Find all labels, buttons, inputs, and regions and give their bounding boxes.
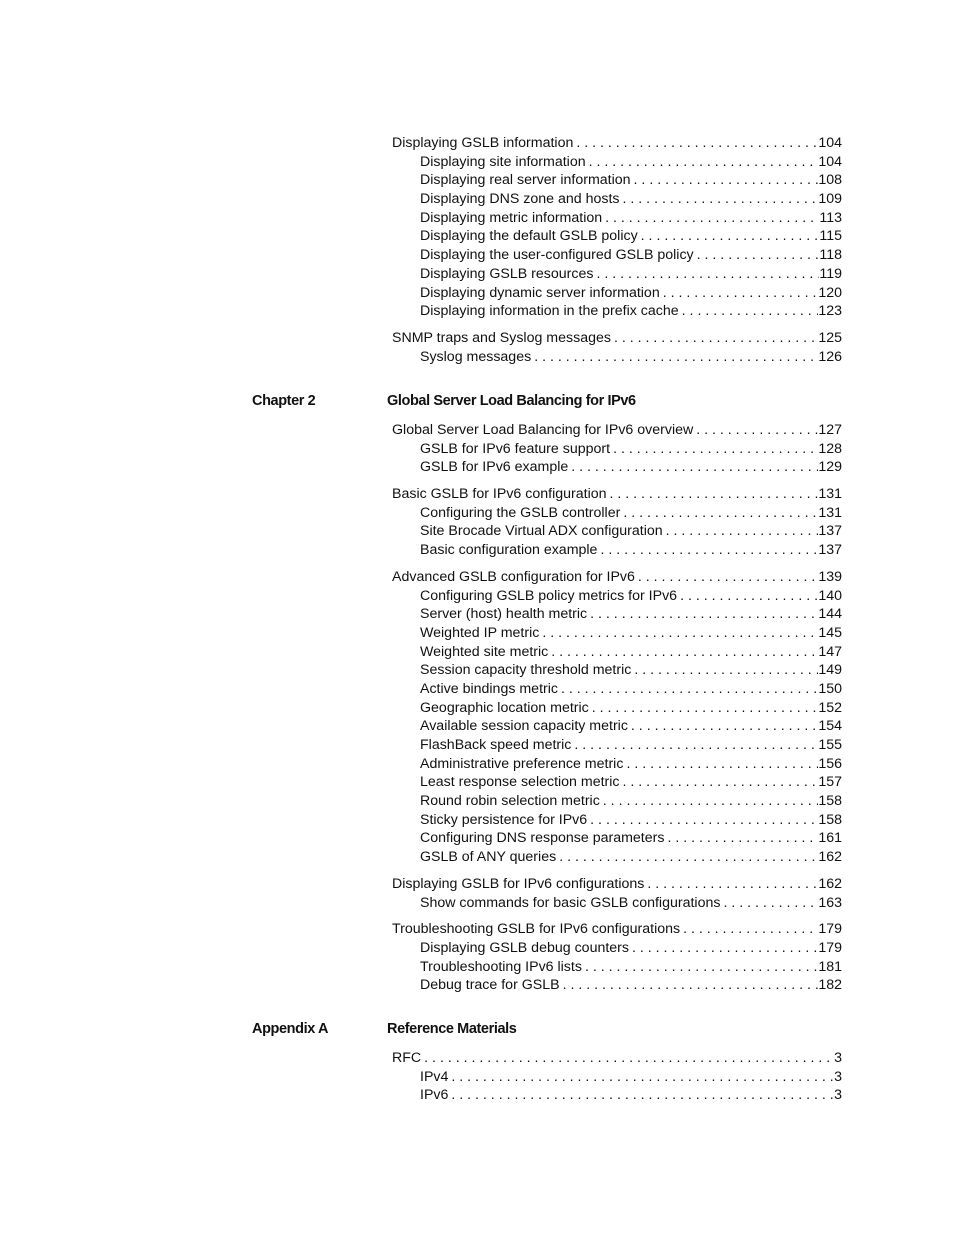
toc-leader-row [420,440,842,459]
toc-entry-title: Debug trace for GSLB [420,977,560,994]
toc-page-number: 150 [818,680,842,697]
dot-leader [539,624,818,643]
dot-leader [597,541,818,560]
toc-page-number: 147 [818,643,842,660]
toc-page-number: 144 [818,606,842,623]
toc-leader-row [420,302,842,321]
toc-page-number: 155 [818,737,842,753]
chapter-label: Chapter 2 [252,393,316,409]
toc-page-number: 149 [818,662,842,679]
toc-leader-row [392,134,842,153]
toc-entry-section[interactable] [0,134,954,153]
toc-page-number: 131 [818,486,842,503]
dot-leader [660,284,819,303]
toc-entry-title: Displaying GSLB debug counters [420,939,629,956]
toc-entry-title: Global Server Load Balancing for IPv6 overview [392,422,694,438]
dot-leader [586,153,819,172]
dot-leader [568,458,818,477]
toc-leader-row [420,190,842,209]
toc-leader-row [420,246,842,265]
toc-page-number: 3 [834,1050,842,1066]
toc-entry-subsection[interactable] [0,190,954,209]
dot-leader [587,605,818,624]
toc-page-number: 158 [818,793,842,810]
dot-leader [531,348,818,367]
toc-page-number: 140 [818,587,842,604]
toc-page-number: 125 [818,329,842,346]
toc-entry-section[interactable] [0,421,954,440]
toc-page-number: 152 [818,699,842,716]
toc-page-number: 139 [818,568,842,585]
toc-entry-title: Displaying GSLB information [392,135,574,151]
toc-page-number: 179 [818,921,842,938]
toc-entry-title: Session capacity threshold metric [420,662,632,679]
toc-entry-title: RFC [392,1050,422,1066]
toc-page-number: 162 [818,849,842,866]
toc-leader-row [392,875,842,894]
toc-entry-title: Configuring GSLB policy metrics for IPv6 [420,587,678,604]
appendix-label: Appendix A [252,1021,329,1037]
toc-entry-title: Displaying GSLB resources [420,265,594,282]
toc-entry-title: Configuring DNS response parameters [420,830,665,847]
toc-entry-subsection[interactable] [0,848,954,867]
toc-leader-row [420,848,842,867]
toc-page-number: 118 [819,247,842,264]
toc-entry-subsection[interactable] [0,1068,954,1087]
toc-entry-section[interactable] [0,568,954,587]
dot-leader [610,440,818,459]
dot-leader [600,792,819,811]
toc-entry-title: Displaying DNS zone and hosts [420,191,620,208]
dot-leader [620,504,818,523]
toc-entry-title: GSLB of ANY queries [420,849,557,866]
dot-leader [589,699,819,718]
toc-entry-title: Administrative preference metric [420,755,624,772]
dot-leader [664,829,818,848]
toc-entry-title: Weighted IP metric [420,624,540,641]
toc-leader-row [420,541,842,560]
toc-page-number: 104 [818,153,842,170]
dot-leader [693,421,818,440]
toc-entry-subsection[interactable] [0,522,954,541]
toc-page-number: 126 [818,348,842,365]
dot-leader [587,811,818,830]
toc-entry-subsection[interactable] [0,348,954,367]
toc-page-number: 113 [819,209,842,226]
toc-entry-title: Site Brocade Virtual ADX configuration [420,523,663,540]
toc-leader-row [420,811,842,830]
toc-entry-title: Displaying dynamic server information [420,284,660,301]
dot-leader [631,171,819,190]
dot-leader [679,302,819,321]
dot-leader [635,568,818,587]
dot-leader [421,1049,834,1068]
toc-entry-section[interactable] [0,329,954,348]
dot-leader [638,227,820,246]
dot-leader [593,265,819,284]
chapter-heading-appendix-a [0,1019,954,1039]
toc-leader-row [420,773,842,792]
toc-entry-title: IPv4 [420,1068,449,1085]
toc-entry-title: Displaying site information [420,153,586,170]
toc-leader-row [420,736,842,755]
toc-entry-title: FlashBack speed metric [420,737,572,753]
toc-leader-row [420,605,842,624]
toc-entry-subsection[interactable] [0,792,954,811]
group-spacer [0,321,954,329]
group-spacer [0,560,954,568]
toc-entry-subsection[interactable] [0,284,954,303]
toc-entry-title: Geographic location metric [420,699,589,716]
toc-page-number: 131 [818,504,842,521]
toc-leader-row [420,939,842,958]
toc-leader-row [420,265,842,284]
toc-entry-subsection[interactable] [0,209,954,228]
dot-leader [623,755,818,774]
toc-entry-subsection[interactable] [0,894,954,913]
toc-leader-row [392,1049,842,1068]
dot-leader [663,522,819,541]
toc-leader-row [420,717,842,736]
toc-entry-subsection[interactable] [0,171,954,190]
toc-leader-row [420,1068,842,1087]
toc-page-number: 119 [819,265,842,282]
toc-entry-subsection[interactable] [0,736,954,755]
toc-page-number: 123 [818,303,842,320]
toc-page-number: 156 [818,755,842,772]
toc-leader-row [420,894,842,913]
toc-entry-title: GSLB for IPv6 feature support [420,440,611,457]
toc-entry-title: Server (host) health metric [420,606,588,623]
toc-page-number: 154 [818,718,842,735]
toc-page-number: 145 [818,624,842,641]
toc-entry-subsection[interactable] [0,811,954,830]
toc-entry-subsection[interactable] [0,643,954,662]
dot-leader [644,875,818,894]
toc-entry-subsection[interactable] [0,829,954,848]
dot-leader [448,1068,834,1087]
toc-leader-row [420,458,842,477]
dot-leader [620,773,819,792]
toc-page-number: 109 [818,191,842,208]
toc-entry-title: Displaying the default GSLB policy [420,228,638,245]
toc-section-appendix-a [0,1049,954,1105]
toc-entry-section[interactable] [0,485,954,504]
toc-entry-title: Displaying information in the prefix cache [420,303,679,320]
toc-section-continued [0,134,954,366]
toc-page-number: 129 [818,459,842,476]
dot-leader [631,661,818,680]
chapter-heading-chapter-2 [0,391,954,411]
toc-page-number: 182 [818,977,842,994]
toc-page-number: 161 [818,830,842,847]
toc-leader-row [392,329,842,348]
toc-entry-subsection[interactable] [0,541,954,560]
toc-page-number: 128 [818,440,842,457]
toc-page-number: 158 [818,811,842,828]
dot-leader [611,329,818,348]
toc-entry-subsection[interactable] [0,624,954,643]
dot-leader [677,587,818,606]
group-spacer [0,867,954,875]
dot-leader [571,736,818,755]
toc-entry-title: Show commands for basic GSLB configurations [420,894,721,911]
toc-leader-row [420,829,842,848]
toc-page-number: 115 [819,228,842,245]
dot-leader [629,939,818,958]
toc-leader-row [392,421,842,440]
toc-entry-title: Configuring the GSLB controller [420,504,621,521]
toc-page-number: 157 [818,774,842,791]
group-spacer [0,912,954,920]
toc-leader-row [420,522,842,541]
toc-entry-subsection[interactable] [0,773,954,792]
toc-entry-subsection[interactable] [0,587,954,606]
toc-entry-subsection[interactable] [0,717,954,736]
dot-leader [720,894,818,913]
toc-leader-row [420,661,842,680]
toc-entry-section[interactable] [0,1049,954,1068]
toc-entry-title: Active bindings metric [420,680,558,697]
toc-leader-row [392,920,842,939]
toc-leader-row [420,348,842,367]
group-spacer [0,477,954,485]
toc-entry-title: Least response selection metric [420,774,620,791]
dot-leader [560,976,819,995]
toc-page-number: 127 [818,422,842,438]
toc-entry-title: Basic configuration example [420,542,598,559]
toc-entry-title: Troubleshooting IPv6 lists [420,958,582,975]
toc-page-number: 162 [818,875,842,892]
toc-entry-section[interactable] [0,875,954,894]
toc-entry-title: Basic GSLB for IPv6 configuration [392,486,607,503]
toc-entry-title: GSLB for IPv6 example [420,459,569,476]
toc-page-number: 104 [818,135,842,151]
toc-entry-subsection[interactable] [0,265,954,284]
toc-entry-subsection[interactable] [0,458,954,477]
dot-leader [680,920,818,939]
toc-entry-title: Advanced GSLB configuration for IPv6 [392,568,635,585]
dot-leader [582,958,818,977]
dot-leader [620,190,819,209]
toc-entry-title: Displaying GSLB for IPv6 configurations [392,875,645,892]
toc-entry-subsection[interactable] [0,680,954,699]
toc-leader-row [392,568,842,587]
toc-entry-subsection[interactable] [0,699,954,718]
toc-leader-row [420,624,842,643]
toc-leader-row [420,284,842,303]
toc-entry-subsection[interactable] [0,976,954,995]
toc-entry-subsection[interactable] [0,504,954,523]
dot-leader [694,246,820,265]
toc-leader-row [420,958,842,977]
toc-entry-title: Troubleshooting GSLB for IPv6 configurations [392,921,681,938]
toc-page-number: 137 [818,523,842,540]
toc-entry-subsection[interactable] [0,440,954,459]
toc-entry-title: SNMP traps and Syslog messages [392,329,611,346]
toc-entry-title: Round robin selection metric [420,793,600,810]
toc-leader-row [420,153,842,172]
toc-entry-subsection[interactable] [0,661,954,680]
toc-entry-subsection[interactable] [0,246,954,265]
toc-leader-row [420,587,842,606]
toc-entry-title: Syslog messages [420,348,532,365]
toc-page-number: 3 [834,1087,842,1104]
toc-leader-row [420,792,842,811]
toc-entry-title: Sticky persistence for IPv6 [420,811,588,828]
toc-entry-subsection[interactable] [0,302,954,321]
dot-leader [628,717,818,736]
toc-leader-row [420,504,842,523]
toc-entry-title: IPv6 [420,1087,449,1104]
dot-leader [556,848,818,867]
toc-entry-subsection[interactable] [0,939,954,958]
toc-entry-section[interactable] [0,920,954,939]
dot-leader [548,643,818,662]
toc-leader-row [420,171,842,190]
toc-entry-subsection[interactable] [0,227,954,246]
toc-section-chapter-2 [0,421,954,995]
toc-entry-subsection[interactable] [0,1086,954,1105]
toc-entry-subsection[interactable] [0,755,954,774]
dot-leader [448,1086,834,1105]
toc-leader-row [420,699,842,718]
toc-entry-subsection[interactable] [0,153,954,172]
appendix-title[interactable]: Reference Materials [387,1021,517,1037]
dot-leader [573,134,818,153]
toc-entry-title: Available session capacity metric [420,718,628,735]
toc-leader-row [420,209,842,228]
toc-entry-title: Displaying the user-configured GSLB policy [420,247,694,264]
toc-entry-title: Displaying metric information [420,209,603,226]
chapter-title[interactable]: Global Server Load Balancing for IPv6 [387,393,636,409]
toc-leader-row [420,680,842,699]
toc-entry-title: Weighted site metric [420,643,549,660]
toc-page-number: 137 [818,542,842,559]
toc-leader-row [420,1086,842,1105]
toc-leader-row [420,755,842,774]
toc-leader-row [420,643,842,662]
toc-entry-subsection[interactable] [0,958,954,977]
toc-entry-title: Displaying real server information [420,172,631,189]
toc-entry-subsection[interactable] [0,605,954,624]
toc-leader-row [420,976,842,995]
toc-page-number: 120 [818,284,842,301]
dot-leader [607,485,819,504]
toc-leader-row [420,227,842,246]
dot-leader [602,209,819,228]
toc-leader-row [392,485,842,504]
toc-page-number: 108 [818,172,842,189]
dot-leader [558,680,818,699]
toc-page-number: 181 [818,958,842,975]
toc-page-number: 3 [834,1068,842,1085]
toc-page-number: 163 [818,894,842,911]
toc-page-number: 179 [818,939,842,956]
